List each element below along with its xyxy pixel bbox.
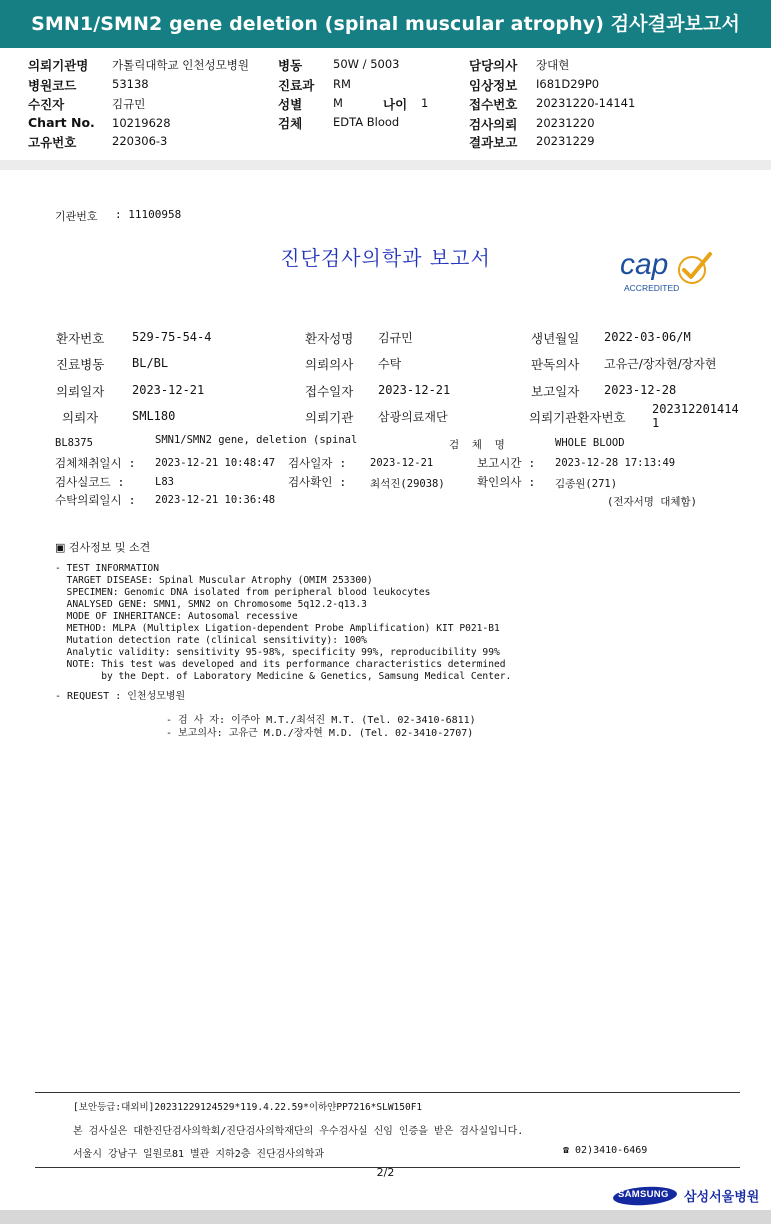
info-line: SPECIMEN: Genomic DNA isolated from peripheral blood leukocytes xyxy=(55,587,431,598)
value-report-date: 2023-12-28 xyxy=(604,383,677,397)
label-patient-name: 환자성명 xyxy=(305,331,354,346)
value-birth-date: 2022-03-06/M xyxy=(604,330,691,344)
report-time-value: 2023-12-28 17:13:49 xyxy=(555,457,676,469)
header-label-clinical-info: 임상정보 xyxy=(469,78,518,93)
header-label-specimen: 검체 xyxy=(278,116,303,131)
value-requesting-doctor: 수탁 xyxy=(378,357,402,371)
header-label-department: 진료과 xyxy=(278,78,315,93)
header-value-ward: 50W / 5003 xyxy=(333,57,400,71)
header-label-chart-no: Chart No. xyxy=(28,115,95,130)
info-line: Mutation detection rate (clinical sensitivity): 100% xyxy=(55,635,367,646)
header-value-doctor: 장대현 xyxy=(536,58,570,72)
consign-label: 수탁의뢰일시 : xyxy=(55,493,136,507)
label-requesting-doctor: 의뢰의사 xyxy=(305,357,354,372)
cap-accredited-logo xyxy=(618,250,718,298)
header-value-hospital-code: 53138 xyxy=(112,77,149,91)
specimen-label: 검 체 명 xyxy=(449,439,505,451)
header-value-age: 1 xyxy=(421,96,429,110)
lab-code-value: L83 xyxy=(155,476,174,488)
info-line: - TEST INFORMATION xyxy=(55,563,159,574)
value-receipt-date: 2023-12-21 xyxy=(378,383,451,397)
header-value-chart-no: 10219628 xyxy=(112,116,171,130)
info-line: NOTE: This test was developed and its performance characteristics determined xyxy=(55,659,506,670)
label-birth-date: 생년월일 xyxy=(531,331,580,346)
header-value-department: RM xyxy=(333,77,351,91)
header-value-sex: M xyxy=(333,96,343,110)
header-value-specimen: EDTA Blood xyxy=(333,115,400,129)
header-label-age: 나이 xyxy=(383,97,408,112)
info-line: ANALYSED GENE: SMN1, SMN2 on Chromosome 5q12.2-q13.3 xyxy=(55,599,367,610)
header-value-unique-no: 220306-3 xyxy=(112,134,168,148)
report-heading: 진단검사의학과 보고서 xyxy=(280,246,491,270)
staff-line: - 검 사 자: 이주아 M.T./최석진 M.T. (Tel. 02-3410-6811) xyxy=(166,715,476,726)
info-line: TARGET DISEASE: Spinal Muscular Atrophy (OMIM 253300) xyxy=(55,575,373,586)
cap-logo-text: cap xyxy=(620,248,669,281)
institution-no-label: 기관번호 xyxy=(55,210,98,223)
value-requester: SML180 xyxy=(132,409,176,423)
report-footer xyxy=(35,1092,740,1168)
value-reading-doctor: 고유근/장자현/장자현 xyxy=(604,357,717,371)
collect-value: 2023-12-21 10:48:47 xyxy=(155,457,276,469)
header-value-patient: 김규민 xyxy=(112,97,146,111)
header-label-request-date: 검사의뢰 xyxy=(469,117,518,132)
hospital-name: 삼성서울병원 xyxy=(684,1190,760,1205)
section-title-test-info: ▣ 검사정보 및 소견 xyxy=(55,541,151,554)
institution-no-value: : 11100958 xyxy=(115,208,182,221)
header-label-institution: 의뢰기관명 xyxy=(28,58,89,73)
specimen-value: WHOLE BLOOD xyxy=(555,437,625,449)
staff-line: - 보고의사: 고유근 M.D./장자현 M.D. (Tel. 02-3410-2707) xyxy=(166,728,474,739)
confirm-label: 검사확인 : xyxy=(288,475,347,489)
label-reading-doctor: 판독의사 xyxy=(531,357,580,372)
test-code: BL8375 xyxy=(55,437,93,449)
value-requesting-institution: 삼광의료재단 xyxy=(378,410,448,424)
info-line: by the Dept. of Laboratory Medicine & Genetics, Samsung Medical Center. xyxy=(55,671,512,682)
header-label-hospital-code: 병원코드 xyxy=(28,78,77,93)
value-patient-name: 김규민 xyxy=(378,331,413,345)
label-request-date: 의뢰일자 xyxy=(56,384,105,399)
bottom-strip xyxy=(0,1210,771,1224)
header-label-receipt-no: 접수번호 xyxy=(469,97,518,112)
confirm-doctor-label: 확인의사 : xyxy=(477,475,536,489)
collect-label: 검체채취일시 : xyxy=(55,456,136,470)
report-paper xyxy=(0,170,771,1210)
header-label-sex: 성별 xyxy=(278,97,303,112)
samsung-brand-text: SAMSUNG xyxy=(618,1189,669,1200)
header-value-request-date: 20231220 xyxy=(536,116,595,130)
label-report-date: 보고일자 xyxy=(531,384,580,399)
label-receipt-date: 접수일자 xyxy=(305,384,354,399)
lab-address: 서울시 강남구 일원로81 별관 지하2층 진단검사의학과 xyxy=(73,1149,325,1160)
header-separator xyxy=(0,160,771,170)
value-institution-patient-no-wrap: 1 xyxy=(652,416,660,430)
label-institution-patient-no: 의뢰기관환자번호 xyxy=(529,410,626,425)
header-value-institution: 가톨릭대학교 인천성모병원 xyxy=(112,58,249,72)
header-value-receipt-no: 20231220-14141 xyxy=(536,96,636,110)
exam-date-label: 검사일자 : xyxy=(288,456,347,470)
consign-value: 2023-12-21 10:36:48 xyxy=(155,494,276,506)
value-institution-patient-no: 202312201414 xyxy=(652,402,739,416)
cap-logo-subtext: ACCREDITED xyxy=(624,283,680,293)
report-time-label: 보고시간 : xyxy=(477,456,536,470)
confirm-value: 최석진(29038) xyxy=(370,478,445,490)
header-info-panel xyxy=(0,48,771,160)
value-patient-no: 529-75-54-4 xyxy=(132,330,212,344)
value-ward: BL/BL xyxy=(132,356,169,370)
header-label-patient: 수진자 xyxy=(28,97,65,112)
report-title-bar: SMN1/SMN2 gene deletion (spinal muscular atrophy) 검사결과보고서 xyxy=(0,0,771,48)
esign-note: (전자서명 대체함) xyxy=(607,496,697,508)
lab-code-label: 검사실코드 : xyxy=(55,475,125,489)
label-requester: 의뢰자 xyxy=(62,410,99,425)
info-line: Analytic validity: sensitivity 95-98%, specificity 99%, reproducibility 99% xyxy=(55,647,500,658)
page-number: 2/2 xyxy=(376,1166,395,1179)
header-label-unique-no: 고유번호 xyxy=(28,135,77,150)
header-value-result-date: 20231229 xyxy=(536,134,595,148)
lab-phone: ☎ 02)3410-6469 xyxy=(563,1145,648,1156)
label-ward: 진료병동 xyxy=(56,357,105,372)
security-line: [보안등급:대외비]20231229124529*119.4.22.59*이하얀PP7216*SLW150F1 xyxy=(73,1102,423,1113)
value-request-date: 2023-12-21 xyxy=(132,383,205,397)
header-value-clinical-info: I681D29P0 xyxy=(536,77,600,91)
label-patient-no: 환자번호 xyxy=(56,331,105,346)
certification-line: 본 검사실은 대한진단검사의학회/진단검사의학재단의 우수검사실 신임 인증을 받은 검사실입니다. xyxy=(73,1126,524,1137)
label-requesting-institution: 의뢰기관 xyxy=(305,410,354,425)
header-label-doctor: 담당의사 xyxy=(469,58,518,73)
info-line: MODE OF INHERITANCE: Autosomal recessive xyxy=(55,611,298,622)
header-label-result-date: 결과보고 xyxy=(469,135,518,150)
confirm-doctor-value: 김종원(271) xyxy=(555,478,618,490)
exam-date-value: 2023-12-21 xyxy=(370,457,434,469)
info-line: METHOD: MLPA (Multiplex Ligation-dependent Probe Amplification) KIT P021-B1 xyxy=(55,623,500,634)
header-label-ward: 병동 xyxy=(278,58,303,73)
test-name: SMN1/SMN2 gene, deletion (spinal xyxy=(155,434,358,446)
request-line: - REQUEST : 인천성모병원 xyxy=(55,691,186,702)
